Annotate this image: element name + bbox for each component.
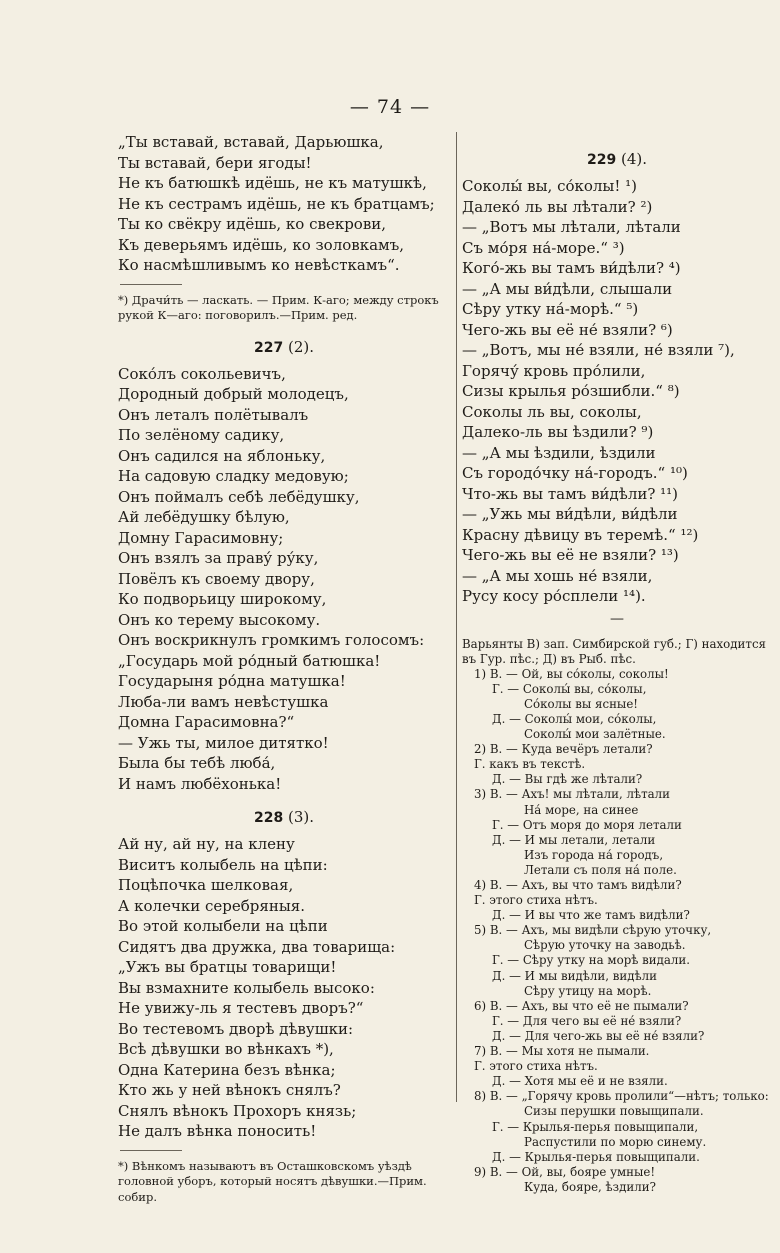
verse-line: Далеко́ ль вы лѣтали? ²)	[462, 197, 653, 216]
variant-line: Д. — И вы что же тамъ видѣли?	[492, 908, 690, 923]
verse-line: „Ужъ вы братцы товарищи!	[118, 958, 337, 976]
variant-line: Д. — И мы видѣли, видѣли	[492, 968, 657, 983]
verse-line: Красну дѣвицу въ теремѣ.“ ¹²)	[462, 525, 699, 544]
variant-line: Сизы перушки повыщипали.	[524, 1104, 704, 1119]
left-column	[118, 132, 450, 1205]
verse-line: Кто жь у ней вѣнокъ снялъ?	[118, 1081, 341, 1099]
verse-continuation	[118, 132, 450, 276]
verse-line: Чего-жь вы её не взяли? ¹³)	[462, 546, 679, 564]
variant-line: На́ море, на синее	[524, 802, 639, 817]
verse-line: Къ деверьямъ идёшь, ко золовкамъ,	[118, 235, 405, 254]
variant-line: Г. — Отъ моря до моря летали	[492, 817, 682, 832]
song-variant: (3).	[288, 808, 315, 826]
verse-line: Ты вставай, беpи ягоды!	[118, 153, 312, 172]
verse-line: А колечки серебряныя.	[118, 896, 306, 915]
verse-line: Ты ко свёкру идёшь, ко свекрови,	[118, 215, 387, 233]
verse-line: — „Ужь мы ви́дѣли, ви́дѣли	[462, 505, 678, 523]
verse-line: — „А мы хошь не́ взяли,	[462, 566, 653, 585]
variant-line: Со́колы вы ясные!	[524, 696, 639, 711]
verse-line: Онъ воскрикнулъ громкимъ голосомъ:	[118, 631, 425, 649]
variant-line: Распустили по морю синему.	[524, 1134, 707, 1149]
variant-line: 4) В. — Ахъ, вы что тамъ видѣли?	[474, 878, 682, 892]
verse-line: Поцѣпочка шелковая,	[118, 876, 294, 894]
song-228-text	[118, 834, 450, 1142]
verse-line: Соколы́ вы, со́колы! ¹)	[462, 177, 638, 195]
verse-line: Снялъ вѣнокъ Прохоръ князь;	[118, 1101, 357, 1120]
verse-line: Всѣ дѣвушки во вѣнкахъ *),	[118, 1040, 334, 1058]
variant-line: Г. какъ въ текстѣ.	[474, 757, 586, 772]
verse-line: Виситъ колыбель на цѣпи:	[118, 855, 328, 874]
song-number: 228	[253, 810, 284, 826]
verse-line: — „Вотъ мы лѣтали, лѣтали	[462, 218, 681, 236]
footnote-bottom: *) Вѣнкомъ называютъ въ Осташковскомъ уѣздѣ головной уборъ, который носятъ дѣвушки.—Прим. собир.	[118, 1158, 427, 1204]
verse-line: Сидятъ два дружка, два товарища:	[118, 937, 396, 956]
footnote-rule	[120, 1150, 182, 1151]
variant-line: 2) В. — Куда вечёръ летали?	[474, 742, 653, 757]
verse-line: Не далъ вѣнка поносить!	[118, 1122, 317, 1140]
verse-line: Сѣру утку на́-морѣ.“ ⁵)	[462, 300, 639, 318]
verse-line: Ко насмѣшливымъ ко невѣсткамъ“.	[118, 256, 400, 274]
verse-line: На садовую сладку медовую;	[118, 467, 349, 485]
song-227-text	[118, 364, 450, 795]
variant-line: Куда, бояре, ѣздили?	[524, 1179, 656, 1194]
verse-line: Ай ну, ай ну, на клену	[118, 835, 295, 853]
verse-line: Русу косу ро́сплели ¹⁴).	[462, 587, 646, 605]
song-229-text	[462, 176, 772, 607]
variant-line: Г. этого стиха нѣтъ.	[474, 893, 598, 908]
verse-line: Онъ взялъ за праву́ ру́ку,	[118, 549, 319, 567]
variant-line: Г. — Крылья-перья повыщипали,	[492, 1119, 699, 1134]
song-number: 229	[586, 152, 617, 168]
variant-line: Сѣру утицу на морѣ.	[524, 983, 652, 998]
variant-line: 3) В. — Ахъ! мы лѣтали, лѣтали	[474, 787, 671, 802]
verse-line: Не къ батюшкѣ идёшь, не къ матушкѣ,	[118, 174, 427, 192]
verse-line: Сизы крылья ро́зшибли.“ ⁸)	[462, 382, 680, 400]
verse-line: Далеко-ль вы ѣздили? ⁹)	[462, 423, 654, 441]
variant-line: Г. этого стиха нѣтъ.	[474, 1059, 598, 1074]
variant-line: Д. — Хотя мы её и не взяли.	[492, 1074, 668, 1089]
verse-line: Что-жь вы тамъ ви́дѣли? ¹¹)	[462, 484, 679, 503]
verse-line: Чего-жь вы её не́ взяли? ⁶)	[462, 320, 673, 339]
column-divider	[456, 132, 457, 1102]
variant-line: Г. — Соколы́ вы, со́колы,	[492, 681, 647, 696]
verse-line: Соколы ль вы, соколы,	[462, 402, 642, 421]
verse-line: Не увижу-ль я тестевъ дворъ?“	[118, 999, 364, 1017]
song-variant: (2).	[288, 337, 315, 356]
song-number: 227	[253, 339, 284, 356]
verse-line: — „Вотъ, мы не́ взяли, не́ взяли ⁷),	[462, 341, 735, 359]
right-column	[462, 150, 772, 1195]
verse-line: Дородный добрый молодецъ,	[118, 385, 349, 403]
variant-line: 8) В. — „Горячу кровь пролили“—нѣтъ; только:	[474, 1089, 769, 1104]
variant-line: Г. — Для чего вы её не́ взяли?	[492, 1013, 682, 1028]
variant-line: Д. — Крылья-перья повыщипали.	[492, 1149, 700, 1164]
verse-line: Люба-ли вамъ невѣстушка	[118, 692, 329, 711]
variant-line: Летали съ поля на́ поле.	[524, 862, 677, 877]
verse-line: Горячу́ кровь про́лили,	[462, 361, 646, 380]
section-separator: —	[610, 610, 624, 627]
verse-line: Во этой колыбели на цѣпи	[118, 917, 328, 935]
variant-line: Д. — Для чего-жь вы её не́ взяли?	[492, 1028, 705, 1043]
verse-line: Онъ поймалъ себѣ лебёдушку,	[118, 487, 360, 506]
verse-line: Одна Катерина безъ вѣнка;	[118, 1060, 336, 1079]
verse-line: Ко подворьицу широкому,	[118, 590, 327, 608]
verse-line: „Ты вставай, вставай, Дарьюшка,	[118, 133, 384, 151]
variants-block	[462, 637, 772, 1195]
verse-line: Во тестевомъ дворѣ дѣвушки:	[118, 1019, 354, 1038]
variants-list	[462, 667, 772, 1195]
verse-line: По зелёному садику,	[118, 426, 285, 444]
verse-line: Вы взмахните колыбель высоко:	[118, 978, 375, 997]
verse-line: Домну Гарасимовну;	[118, 528, 284, 547]
page-number: — 74 —	[349, 96, 431, 118]
variant-line: Д. — И мы летали, летали	[492, 832, 656, 847]
verse-line: Домна Гарасимовна?“	[118, 713, 295, 731]
verse-line: — Ужь ты, милое дитятко!	[118, 733, 329, 752]
verse-line: „Государь мой ро́дный батюшка!	[118, 651, 381, 670]
verse-line: Не къ сестрамъ идёшь, не къ братцамъ;	[118, 194, 435, 213]
variant-line: Сѣрую уточку на заводьѣ.	[524, 938, 686, 953]
verse-line: Онъ садился на яблоньку,	[118, 446, 326, 465]
variants-intro: Варьянты В) зап. Симбирской губ.; Г) находится въ Гур. пѣс.; Д) въ Рыб. пѣс.	[462, 636, 766, 666]
verse-line: Государыня ро́дна матушка!	[118, 672, 346, 690]
footnote-top: *) Драчи́ть — ласкать. — Прим. К-аго; между строкъ рукой К—аго: поговорилъ.—Прим. ред.	[118, 292, 439, 322]
verse-line: Онъ ко терему высокому.	[118, 610, 321, 629]
song-variant: (4).	[621, 150, 648, 168]
song-229-heading	[462, 150, 772, 168]
verse-line: Кого́-жь вы тамъ ви́дѣли? ⁴)	[462, 259, 681, 277]
verse-line: — „А мы ѣздили, ѣздили	[462, 443, 656, 462]
variant-line: Г. — Сѣру утку на морѣ видали.	[492, 953, 691, 968]
song-227-heading	[118, 338, 450, 356]
verse-line: Съ мо́ря на́-море.“ ³)	[462, 238, 625, 257]
verse-line: — „А мы ви́дѣли, слышали	[462, 279, 673, 298]
verse-line: Съ городо́чку на́-городъ.“ ¹⁰)	[462, 464, 688, 482]
verse-line: Ай лебёдушку бѣлую,	[118, 508, 290, 526]
variant-line: 9) В. — Ой, вы, бояре умные!	[474, 1164, 656, 1179]
verse-line: И намъ любёхонька!	[118, 774, 282, 793]
variant-line: 1) В. — Ой, вы со́колы, соколы!	[474, 666, 669, 681]
variant-line: Д. — Вы гдѣ же лѣтали?	[492, 772, 643, 787]
variant-line: Соколы́ мои залётные.	[524, 727, 666, 742]
verse-line: Онъ леталъ полётывалъ	[118, 405, 309, 424]
verse-line: Была бы тебѣ люба́,	[118, 754, 276, 772]
verse-line: Повёлъ къ своему двору,	[118, 569, 315, 588]
variant-line: 7) В. — Мы хотя не пымали.	[474, 1044, 650, 1059]
variant-line: 6) В. — Ахъ, вы что её не пымали?	[474, 998, 689, 1013]
variant-line: 5) В. — Ахъ, мы видѣли сѣрую уточку,	[474, 923, 712, 938]
song-228-heading	[118, 808, 450, 826]
footnote-rule	[120, 284, 182, 285]
variant-line: Изъ города на́ городъ,	[524, 847, 664, 862]
verse-line: Соко́лъ сокольевичъ,	[118, 364, 286, 383]
variant-line: Д. — Соколы́ мои, со́колы,	[492, 711, 657, 726]
